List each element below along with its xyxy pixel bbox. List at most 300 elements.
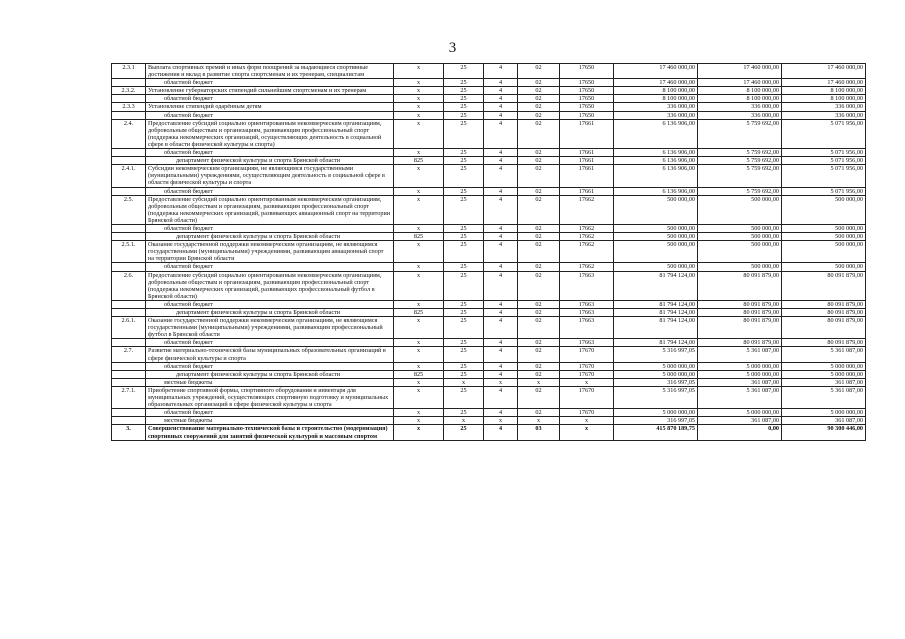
row-admin-code: х <box>394 263 444 271</box>
row-subprogram-code: 4 <box>484 233 518 241</box>
row-event-code: 02 <box>518 64 560 79</box>
row-subprogram-code: 4 <box>484 64 518 79</box>
row-code <box>112 300 146 308</box>
row-program-code: 25 <box>444 339 484 347</box>
row-name: Развитие материально-технической базы муниципальных образовательных организаций в сфере физической культуры и спорта <box>146 347 394 362</box>
row-program-code: 25 <box>444 300 484 308</box>
row-program-code: 25 <box>444 111 484 119</box>
table-row <box>112 224 866 232</box>
row-amount-2: 336 000,00 <box>698 111 782 119</box>
row-amount-1: 6 136 906,00 <box>614 157 698 165</box>
row-admin-code: х <box>394 417 444 425</box>
row-name: Совершенствование материально-технической базы и строительство (модернизация) спортивных сооружений для занятий физической культурой и массовым спортом <box>146 425 394 440</box>
row-direction-code: х <box>560 378 614 386</box>
row-event-code: 02 <box>518 95 560 103</box>
table-row <box>112 165 866 187</box>
row-amount-1: 17 460 000,00 <box>614 79 698 87</box>
table-row <box>112 195 866 224</box>
row-subprogram-code: 4 <box>484 103 518 111</box>
row-code: 2.5.1. <box>112 241 146 263</box>
table-row <box>112 87 866 95</box>
row-event-code: 02 <box>518 165 560 187</box>
row-code: 2.6.1. <box>112 317 146 339</box>
row-admin-code: х <box>394 386 444 408</box>
row-direction-code: 17662 <box>560 224 614 232</box>
row-event-code: 02 <box>518 157 560 165</box>
row-amount-2: 5 000 000,00 <box>698 370 782 378</box>
row-code: 2.3.3 <box>112 103 146 111</box>
row-event-code: 02 <box>518 111 560 119</box>
table-row <box>112 378 866 386</box>
row-event-code: 02 <box>518 271 560 300</box>
row-amount-3: 500 000,00 <box>782 233 866 241</box>
row-subprogram-code: 4 <box>484 370 518 378</box>
row-program-code: 25 <box>444 409 484 417</box>
row-name: областной бюджет <box>146 111 394 119</box>
row-amount-2: 361 087,00 <box>698 417 782 425</box>
row-program-code: 25 <box>444 119 484 148</box>
row-direction-code: 17661 <box>560 165 614 187</box>
table-row <box>112 362 866 370</box>
row-code: 2.7.1. <box>112 386 146 408</box>
table-row <box>112 300 866 308</box>
row-direction-code: 17650 <box>560 64 614 79</box>
row-event-code: 02 <box>518 309 560 317</box>
row-direction-code: 17662 <box>560 195 614 224</box>
row-amount-2: 80 091 879,00 <box>698 309 782 317</box>
row-amount-2: 5 361 087,00 <box>698 386 782 408</box>
row-admin-code: х <box>394 64 444 79</box>
row-code: 2.3.2. <box>112 87 146 95</box>
row-admin-code: х <box>394 224 444 232</box>
table-row <box>112 339 866 347</box>
row-name: Предоставление субсидий социально ориентированным некоммерческим организациям, добровольным обществам и организациям, развивающим профессиональный спорт (поддержка некоммерческих организаций, развивающих авиационный спорт на территории Брянской области) <box>146 195 394 224</box>
row-program-code: 25 <box>444 79 484 87</box>
table-row <box>112 79 866 87</box>
row-direction-code: 17670 <box>560 347 614 362</box>
table-row <box>112 386 866 408</box>
row-amount-3: 336 000,00 <box>782 111 866 119</box>
row-amount-2: 80 091 879,00 <box>698 271 782 300</box>
table-row <box>112 95 866 103</box>
row-name: департамент физической культуры и спорта Брянской области <box>146 309 394 317</box>
row-program-code: 25 <box>444 64 484 79</box>
row-amount-1: 336 000,00 <box>614 111 698 119</box>
row-amount-2: 8 100 000,00 <box>698 87 782 95</box>
row-subprogram-code: 4 <box>484 149 518 157</box>
row-amount-1: 6 136 906,00 <box>614 149 698 157</box>
row-amount-3: 500 000,00 <box>782 195 866 224</box>
table-row <box>112 233 866 241</box>
row-admin-code: 825 <box>394 370 444 378</box>
row-name: департамент физической культуры и спорта Брянской области <box>146 233 394 241</box>
row-code: 2.4. <box>112 119 146 148</box>
row-name: Установление губернаторских стипендий сильнейшим спортсменам и их тренерам <box>146 87 394 95</box>
row-amount-1: 316 997,05 <box>614 417 698 425</box>
row-code <box>112 95 146 103</box>
row-event-code: 02 <box>518 263 560 271</box>
row-amount-1: 6 136 906,00 <box>614 165 698 187</box>
row-amount-3: 5 071 956,00 <box>782 149 866 157</box>
row-amount-3: 8 100 000,00 <box>782 95 866 103</box>
row-amount-2: 17 460 000,00 <box>698 64 782 79</box>
row-event-code: х <box>518 417 560 425</box>
row-direction-code: 17650 <box>560 95 614 103</box>
row-amount-3: 80 091 879,00 <box>782 300 866 308</box>
row-amount-1: 8 100 000,00 <box>614 87 698 95</box>
row-subprogram-code: 4 <box>484 95 518 103</box>
row-amount-3: 5 071 956,00 <box>782 119 866 148</box>
row-amount-3: 80 091 879,00 <box>782 317 866 339</box>
row-event-code: 02 <box>518 233 560 241</box>
row-event-code: 02 <box>518 149 560 157</box>
row-name: Оказание государственной поддержки некоммерческим организациям, не являющимся государственными (муниципальными) учреждениями, развивающим профессиональный футбол в Брянской области <box>146 317 394 339</box>
row-amount-3: 336 000,00 <box>782 103 866 111</box>
row-program-code: 25 <box>444 103 484 111</box>
row-subprogram-code: 4 <box>484 263 518 271</box>
row-amount-2: 500 000,00 <box>698 233 782 241</box>
row-program-code: 25 <box>444 386 484 408</box>
row-amount-3: 5 361 087,00 <box>782 386 866 408</box>
row-program-code: 25 <box>444 233 484 241</box>
row-amount-1: 6 136 906,00 <box>614 187 698 195</box>
row-subprogram-code: 4 <box>484 224 518 232</box>
table-row <box>112 309 866 317</box>
row-direction-code: 17662 <box>560 241 614 263</box>
row-event-code: 02 <box>518 347 560 362</box>
row-amount-1: 6 136 906,00 <box>614 119 698 148</box>
row-event-code: 02 <box>518 241 560 263</box>
row-subprogram-code: 4 <box>484 317 518 339</box>
row-amount-2: 500 000,00 <box>698 263 782 271</box>
row-amount-1: 5 000 000,00 <box>614 370 698 378</box>
row-code <box>112 339 146 347</box>
row-code: 3. <box>112 425 146 440</box>
row-name: департамент физической культуры и спорта Брянской области <box>146 157 394 165</box>
row-code <box>112 409 146 417</box>
row-subprogram-code: 4 <box>484 157 518 165</box>
row-amount-2: 5 000 000,00 <box>698 362 782 370</box>
row-amount-1: 500 000,00 <box>614 224 698 232</box>
row-subprogram-code: 4 <box>484 300 518 308</box>
row-code <box>112 187 146 195</box>
row-name: Субсидии некоммерческим организациям, не являющимся государственными (муниципальными) учреждениями, осуществляющим деятельность в социальной сфере в области физической культуры и спорта <box>146 165 394 187</box>
row-admin-code: 825 <box>394 233 444 241</box>
row-subprogram-code: 4 <box>484 111 518 119</box>
row-admin-code: х <box>394 103 444 111</box>
row-amount-3: 5 071 956,00 <box>782 165 866 187</box>
row-subprogram-code: 4 <box>484 347 518 362</box>
row-name: местные бюджеты <box>146 417 394 425</box>
row-direction-code: 17663 <box>560 271 614 300</box>
row-direction-code: 17670 <box>560 386 614 408</box>
row-amount-3: 5 000 000,00 <box>782 409 866 417</box>
table-row <box>112 271 866 300</box>
row-amount-1: 500 000,00 <box>614 263 698 271</box>
row-code <box>112 79 146 87</box>
row-subprogram-code: 4 <box>484 425 518 440</box>
row-name: Приобретение спортивной формы, спортивного оборудования и инвентаря для муниципальных учреждений, осуществляющих спортивную подготовку и муниципальных образовательных организаций в сфере физической культуры и спорта <box>146 386 394 408</box>
row-amount-1: 81 794 124,00 <box>614 300 698 308</box>
row-admin-code: х <box>394 79 444 87</box>
row-code: 2.5. <box>112 195 146 224</box>
row-event-code: 02 <box>518 195 560 224</box>
row-amount-2: 5 759 692,00 <box>698 157 782 165</box>
row-code: 2.4.1. <box>112 165 146 187</box>
row-amount-3: 361 087,00 <box>782 378 866 386</box>
row-subprogram-code: 4 <box>484 386 518 408</box>
row-name: областной бюджет <box>146 339 394 347</box>
row-subprogram-code: 4 <box>484 409 518 417</box>
row-admin-code: х <box>394 317 444 339</box>
row-amount-2: 5 000 000,00 <box>698 409 782 417</box>
row-code <box>112 370 146 378</box>
row-code <box>112 233 146 241</box>
row-direction-code: 17661 <box>560 157 614 165</box>
table-row <box>112 417 866 425</box>
row-amount-2: 5 361 087,00 <box>698 347 782 362</box>
row-amount-2: 336 000,00 <box>698 103 782 111</box>
row-name: областной бюджет <box>146 187 394 195</box>
row-amount-1: 81 794 124,00 <box>614 339 698 347</box>
row-program-code: 25 <box>444 425 484 440</box>
row-direction-code: 17670 <box>560 362 614 370</box>
row-amount-3: 5 361 087,00 <box>782 347 866 362</box>
row-direction-code: 17650 <box>560 103 614 111</box>
row-program-code: 25 <box>444 165 484 187</box>
table-body <box>112 64 866 441</box>
row-admin-code: х <box>394 87 444 95</box>
row-amount-1: 500 000,00 <box>614 241 698 263</box>
row-program-code: х <box>444 417 484 425</box>
row-program-code: х <box>444 378 484 386</box>
row-event-code: 02 <box>518 317 560 339</box>
row-amount-2: 80 091 879,00 <box>698 317 782 339</box>
row-subprogram-code: 4 <box>484 119 518 148</box>
row-direction-code: 17662 <box>560 233 614 241</box>
row-amount-1: 5 000 000,00 <box>614 362 698 370</box>
row-direction-code: 17650 <box>560 79 614 87</box>
row-code: 2.7. <box>112 347 146 362</box>
row-subprogram-code: 4 <box>484 362 518 370</box>
row-amount-2: 17 460 000,00 <box>698 79 782 87</box>
row-event-code: 03 <box>518 425 560 440</box>
row-amount-2: 80 091 879,00 <box>698 339 782 347</box>
row-admin-code: 825 <box>394 157 444 165</box>
row-amount-3: 500 000,00 <box>782 241 866 263</box>
row-subprogram-code: 4 <box>484 165 518 187</box>
row-admin-code: х <box>394 409 444 417</box>
row-event-code: 02 <box>518 370 560 378</box>
row-amount-3: 90 300 446,00 <box>782 425 866 440</box>
row-name: областной бюджет <box>146 362 394 370</box>
row-amount-2: 5 759 692,00 <box>698 149 782 157</box>
row-code <box>112 378 146 386</box>
row-amount-1: 81 794 124,00 <box>614 317 698 339</box>
row-amount-1: 500 000,00 <box>614 233 698 241</box>
row-program-code: 25 <box>444 347 484 362</box>
page-number: 3 <box>448 40 457 56</box>
row-event-code: 02 <box>518 187 560 195</box>
row-event-code: 02 <box>518 386 560 408</box>
table-row <box>112 64 866 79</box>
row-event-code: 02 <box>518 87 560 95</box>
table-row <box>112 263 866 271</box>
row-subprogram-code: 4 <box>484 241 518 263</box>
row-admin-code: х <box>394 378 444 386</box>
row-admin-code: х <box>394 362 444 370</box>
row-name: департамент физической культуры и спорта Брянской области <box>146 370 394 378</box>
row-direction-code: х <box>560 417 614 425</box>
row-subprogram-code: 4 <box>484 187 518 195</box>
row-direction-code: 17650 <box>560 111 614 119</box>
row-code <box>112 149 146 157</box>
row-name: областной бюджет <box>146 95 394 103</box>
row-program-code: 25 <box>444 224 484 232</box>
row-name: Установление стипендий одарённым детям <box>146 103 394 111</box>
row-admin-code: х <box>394 165 444 187</box>
row-event-code: 02 <box>518 339 560 347</box>
row-direction-code: х <box>560 425 614 440</box>
row-event-code: 02 <box>518 119 560 148</box>
row-program-code: 25 <box>444 157 484 165</box>
table-row <box>112 187 866 195</box>
row-program-code: 25 <box>444 95 484 103</box>
row-event-code: 02 <box>518 362 560 370</box>
row-amount-3: 5 000 000,00 <box>782 370 866 378</box>
row-admin-code: х <box>394 111 444 119</box>
row-admin-code: х <box>394 149 444 157</box>
row-name: областной бюджет <box>146 263 394 271</box>
row-subprogram-code: х <box>484 378 518 386</box>
table-row <box>112 409 866 417</box>
row-code <box>112 111 146 119</box>
row-direction-code: 17663 <box>560 309 614 317</box>
row-name: Предоставление субсидий социально ориентированным некоммерческим организациям, добровольным обществам и организациям, развивающим профессиональный спорт (поддержка некоммерческих организаций, осуществляющих деятельность в социальной сфере в области физической культуры и спорта) <box>146 119 394 148</box>
budget-table <box>111 63 866 441</box>
row-program-code: 25 <box>444 362 484 370</box>
row-program-code: 25 <box>444 309 484 317</box>
table-row <box>112 241 866 263</box>
row-admin-code: х <box>394 241 444 263</box>
row-amount-1: 415 870 189,75 <box>614 425 698 440</box>
row-program-code: 25 <box>444 263 484 271</box>
row-code: 2.3.1 <box>112 64 146 79</box>
row-admin-code: х <box>394 195 444 224</box>
row-subprogram-code: х <box>484 417 518 425</box>
row-event-code: 02 <box>518 300 560 308</box>
row-program-code: 25 <box>444 187 484 195</box>
row-amount-2: 5 759 692,00 <box>698 165 782 187</box>
row-code <box>112 309 146 317</box>
row-direction-code: 17661 <box>560 187 614 195</box>
row-amount-1: 81 794 124,00 <box>614 271 698 300</box>
row-admin-code: х <box>394 119 444 148</box>
row-program-code: 25 <box>444 317 484 339</box>
row-event-code: 02 <box>518 224 560 232</box>
row-amount-1: 500 000,00 <box>614 195 698 224</box>
row-direction-code: 17661 <box>560 119 614 148</box>
row-admin-code: х <box>394 300 444 308</box>
row-program-code: 25 <box>444 370 484 378</box>
row-amount-2: 80 091 879,00 <box>698 300 782 308</box>
row-name: областной бюджет <box>146 149 394 157</box>
table-row <box>112 111 866 119</box>
row-name: Выплата спортивных премий и иных форм поощрений за выдающиеся спортивные достижения и вклад в развитие спорта спортсменам и их тренерам, специалистам <box>146 64 394 79</box>
row-amount-3: 500 000,00 <box>782 224 866 232</box>
row-event-code: 02 <box>518 409 560 417</box>
row-event-code: 02 <box>518 103 560 111</box>
row-program-code: 25 <box>444 149 484 157</box>
row-name: областной бюджет <box>146 409 394 417</box>
row-amount-2: 8 100 000,00 <box>698 95 782 103</box>
row-program-code: 25 <box>444 241 484 263</box>
row-code <box>112 157 146 165</box>
row-subprogram-code: 4 <box>484 195 518 224</box>
table-row <box>112 347 866 362</box>
row-amount-2: 5 759 692,00 <box>698 119 782 148</box>
row-amount-1: 316 997,05 <box>614 378 698 386</box>
row-amount-1: 336 000,00 <box>614 103 698 111</box>
row-amount-2: 5 759 692,00 <box>698 187 782 195</box>
row-amount-1: 81 794 124,00 <box>614 309 698 317</box>
row-amount-3: 5 071 956,00 <box>782 187 866 195</box>
row-amount-2: 0,00 <box>698 425 782 440</box>
row-admin-code: х <box>394 271 444 300</box>
row-name: Предоставление субсидий социально ориентированным некоммерческим организациям, добровольным обществам и организациям, развивающим профессиональный спорт (поддержка некоммерческих организаций, развивающих профессиональный футбол в Брянской области) <box>146 271 394 300</box>
row-amount-3: 8 100 000,00 <box>782 87 866 95</box>
row-direction-code: 17663 <box>560 317 614 339</box>
row-name: областной бюджет <box>146 79 394 87</box>
row-subprogram-code: 4 <box>484 309 518 317</box>
table-row <box>112 103 866 111</box>
table-row <box>112 157 866 165</box>
row-amount-2: 500 000,00 <box>698 195 782 224</box>
row-program-code: 25 <box>444 195 484 224</box>
row-code <box>112 224 146 232</box>
table-row <box>112 119 866 148</box>
table-row <box>112 425 866 440</box>
row-admin-code: х <box>394 425 444 440</box>
row-amount-3: 361 087,00 <box>782 417 866 425</box>
row-program-code: 25 <box>444 271 484 300</box>
row-amount-2: 500 000,00 <box>698 224 782 232</box>
row-amount-1: 5 316 997,05 <box>614 347 698 362</box>
row-amount-3: 17 460 000,00 <box>782 64 866 79</box>
row-name: областной бюджет <box>146 224 394 232</box>
row-direction-code: 17663 <box>560 339 614 347</box>
row-amount-1: 17 460 000,00 <box>614 64 698 79</box>
row-amount-3: 17 460 000,00 <box>782 79 866 87</box>
row-amount-2: 361 087,00 <box>698 378 782 386</box>
row-admin-code: х <box>394 339 444 347</box>
row-program-code: 25 <box>444 87 484 95</box>
table-row <box>112 370 866 378</box>
row-amount-3: 5 000 000,00 <box>782 362 866 370</box>
row-admin-code: х <box>394 95 444 103</box>
row-direction-code: 17662 <box>560 263 614 271</box>
row-name: областной бюджет <box>146 300 394 308</box>
row-code <box>112 417 146 425</box>
table-row <box>112 149 866 157</box>
row-amount-3: 80 091 879,00 <box>782 271 866 300</box>
row-subprogram-code: 4 <box>484 79 518 87</box>
row-direction-code: 17670 <box>560 409 614 417</box>
row-code: 2.6. <box>112 271 146 300</box>
row-amount-1: 8 100 000,00 <box>614 95 698 103</box>
row-direction-code: 17670 <box>560 370 614 378</box>
row-admin-code: х <box>394 347 444 362</box>
